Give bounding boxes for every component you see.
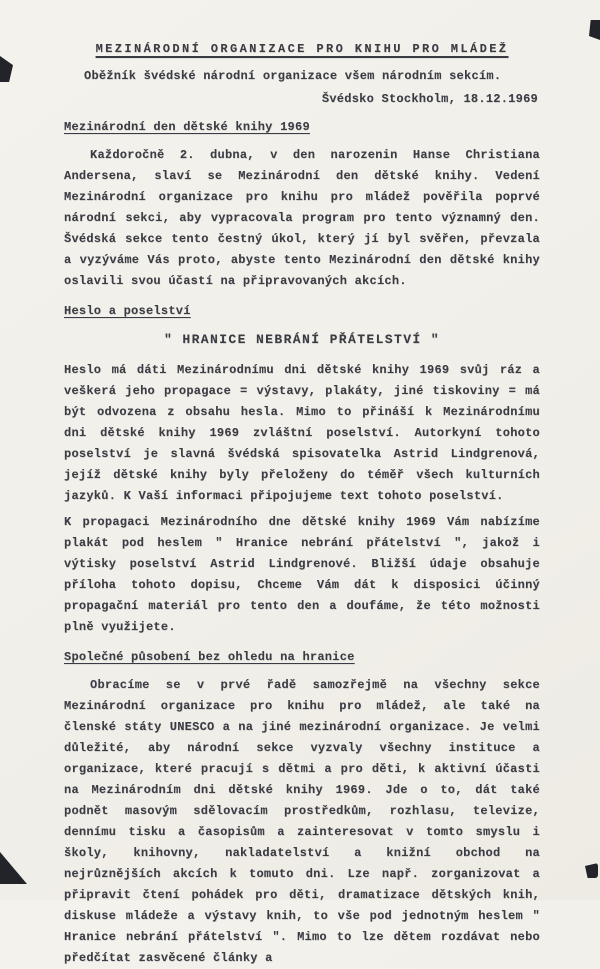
section-heading-motto-message: Heslo a poselství — [64, 304, 191, 318]
paragraph-introduction: Každoročně 2. dubna, v den narozenin Hanse Christiana Andersena, slaví se Mezinárodní den dětské knihy. Vedení Mezinárodní organizace pro knihu pro mládež pověřila poprvé národní sekci, aby vypracovala program pro tento významný den. Švédská sekce tento čestný úkol, který jí byl svěřen, převzala a vyzýváme Vás proto, abyste tento Mezinárodní den dětské knihy oslavili svou účastí na připravovaných akcích. — [64, 148, 540, 288]
motto-line: " HRANICE NEBRÁNÍ PŘÁTELSTVÍ " — [163, 332, 441, 347]
circular-subtitle: Oběžník švédské národní organizace všem národním sekcím. — [84, 69, 502, 83]
paragraph-motto-explanation: Heslo má dáti Mezinárodnímu dni dětské knihy 1969 svůj ráz a veškerá jeho propagace = výstavy, plakáty, jiné tiskoviny = má být odvozena z obsahu hesla. Mimo to přináší k Mezinárodnímu dni dětské knihy 1969 zvláštní poselství. Autorkyní tohoto poselství je slavná švédská spisovatelka Astrid Lindgrenová, jejíž dětské knihy byly přeloženy do téměř všech kulturních jazyků. K Vaší informaci připojujeme text tohoto poselství. — [64, 363, 540, 503]
section-heading-international-day: Mezinárodní den dětské knihy 1969 — [64, 120, 310, 134]
place-date-line: Švédsko Stockholm, 18.12.1969 — [321, 92, 538, 106]
document-title: MEZINÁRODNÍ ORGANIZACE PRO KNIHU PRO MLÁDEŽ — [95, 42, 509, 56]
paragraph-joint-action: Obracíme se v prvé řadě samozřejmě na všechny sekce Mezinárodní organizace pro knihu pro mládež, ale také na členské státy UNESCO a na jiné mezinárodní organizace. Je velmi důležité, aby národní sekce vyzvaly všechny instituce a organizace, které pracují s dětmi a pro děti, k aktivní účasti na Mezinárodním dni dětské knihy 1969. Jde o to, dát také podnět masovým sdělovacím prostředkům, rozhlasu, televize, dennímu tisku a časopisům a zainteresovat v tomto smyslu i školy, knihovny, nakladatelství a knižní obchod na nejrůznějších akcích k tomuto dni. Lze např. zorganizovat a připravit čtení pohádek pro děti, dramatizace dětských knih, diskuse mládeže a výstavy knih, to vše pod jednotným heslem " Hranice nebrání přátelství ". Mimo to lze dětem rozdávat nebo předčítat zasvěcené články a — [64, 678, 540, 965]
section-heading-joint-action: Společné působení bez ohledu na hranice — [64, 650, 355, 664]
paragraph-promotion-materials: K propagaci Mezinárodního dne dětské knihy 1969 Vám nabízíme plakát pod heslem " Hranice nebrání přátelství ", jakož i výtisky poselství Astrid Lindgrenové. Bližší údaje obsahuje příloha tohoto dopisu, Chceme Vám dát k disposici účinný propagační materiál pro tento den a doufáme, že této možnosti plně využijete. — [64, 515, 540, 634]
